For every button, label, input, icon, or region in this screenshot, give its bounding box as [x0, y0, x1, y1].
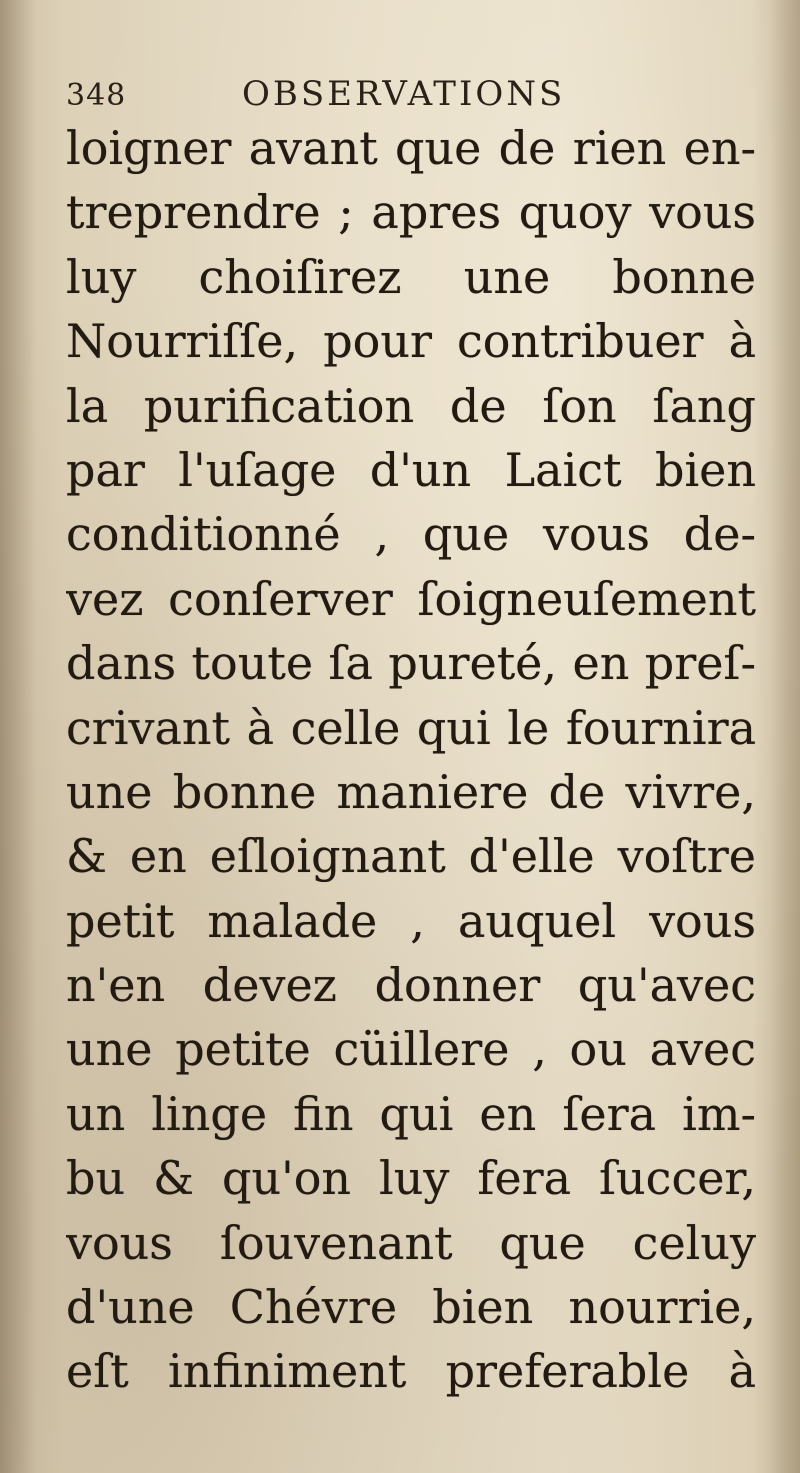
text-line: n'en devez donner qu'avec — [66, 958, 756, 1013]
page-edge-shadow — [770, 0, 800, 1473]
body-text — [66, 116, 756, 1404]
text-line: vez conſerver ſoigneuſement — [66, 571, 756, 626]
text-line: une petite cüillere , ou avec — [66, 1022, 756, 1077]
text-line: eſt infiniment preferable à — [66, 1344, 756, 1399]
text-line: luy choiſirez une bonne — [66, 249, 756, 304]
text-line: vous ſouvenant que celuy — [66, 1215, 756, 1270]
text-line: la purification de ſon ſang — [66, 378, 756, 433]
text-line: petit malade , auquel vous — [66, 893, 756, 948]
spine-shadow — [0, 0, 36, 1473]
running-head: OBSERVATIONS — [242, 74, 566, 114]
text-line: conditionné , que vous de- — [66, 507, 756, 562]
text-line: loigner avant que de rien en- — [66, 121, 756, 175]
text-line: d'une Chévre bien nourrie, — [66, 1280, 756, 1335]
text-line: par l'uſage d'un Laict bien — [66, 442, 756, 497]
text-line: un linge fin qui en ſera im- — [66, 1086, 756, 1141]
text-line: & en eſloignant d'elle voſtre — [66, 829, 756, 884]
text-line: une bonne maniere de vivre, — [66, 764, 756, 819]
text-line: dans toute ſa pureté, en preſ- — [66, 636, 756, 691]
text-line: Nourriſſe, pour contribuer à — [66, 314, 756, 369]
page-number: 348 — [66, 78, 127, 113]
text-line: crivant à celle qui le fournira — [66, 700, 756, 755]
text-line: treprendre ; apres quoy vous — [66, 185, 756, 240]
text-line: bu & qu'on luy fera ſuccer, — [66, 1151, 756, 1206]
page-header — [66, 72, 756, 116]
